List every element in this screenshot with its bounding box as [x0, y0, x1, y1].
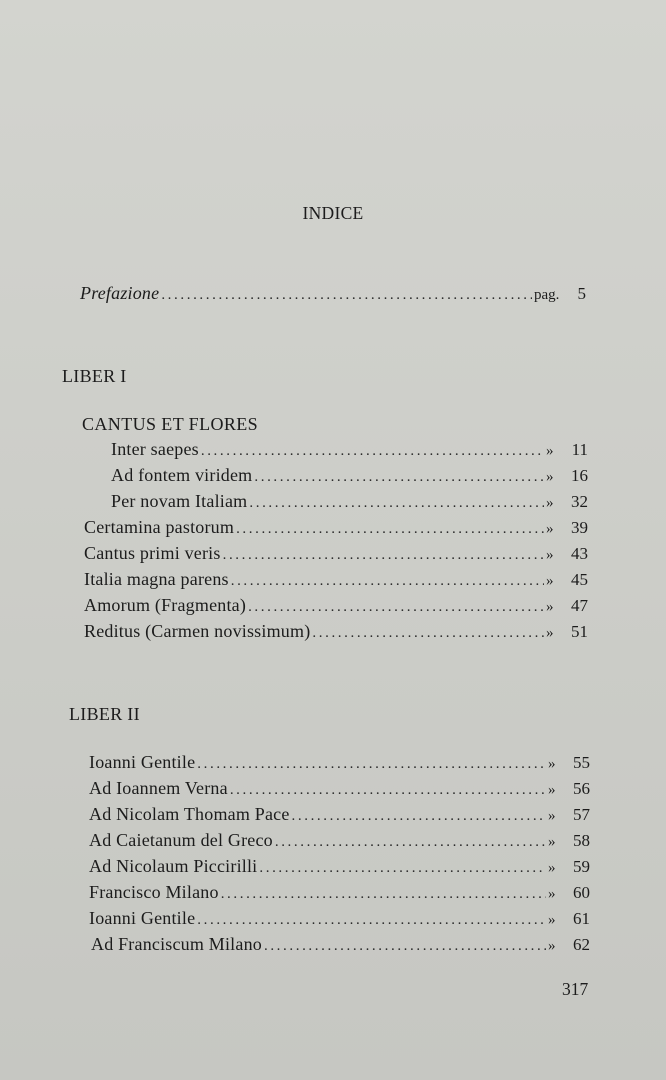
toc-entry	[111, 465, 588, 489]
ditto-mark: »	[546, 521, 554, 537]
page-number: 55	[573, 753, 590, 772]
section-heading-liber-1: LIBER I	[62, 366, 127, 386]
dot-leader	[223, 547, 544, 564]
dot-leader	[312, 625, 544, 642]
ditto-mark: »	[546, 443, 554, 459]
ditto-mark: »	[548, 756, 556, 772]
dot-leader	[231, 573, 544, 590]
page-number: 51	[571, 622, 588, 641]
page-number: 62	[573, 935, 590, 954]
page-number: 43	[571, 544, 588, 563]
dot-leader	[201, 443, 544, 460]
dot-leader	[236, 521, 544, 538]
toc-entry	[89, 856, 590, 880]
entry-title: Italia magna parens	[84, 569, 229, 589]
dot-leader	[230, 782, 546, 799]
entry-title: Inter saepes	[111, 439, 199, 459]
page-number: 16	[571, 466, 588, 485]
dot-leader	[197, 756, 546, 773]
entry-title: Cantus primi veris	[84, 543, 221, 563]
entry-title: Francisco Milano	[89, 882, 219, 902]
page-number: 45	[571, 570, 588, 589]
ditto-mark: »	[548, 834, 556, 850]
dot-leader	[249, 495, 544, 512]
entry-title: Ad Caietanum del Greco	[89, 830, 273, 850]
ditto-mark: »	[546, 495, 554, 511]
dot-leader	[264, 938, 546, 955]
page-number: 57	[573, 805, 590, 824]
ditto-mark: »	[546, 547, 554, 563]
ditto-mark: »	[548, 782, 556, 798]
ditto-mark: »	[548, 860, 556, 876]
ditto-mark: »	[546, 625, 554, 641]
entry-title: Ad Nicolaum Piccirilli	[89, 856, 258, 876]
dot-leader	[221, 886, 546, 903]
page-number: 39	[571, 518, 588, 537]
entry-title: Ad Nicolam Thomam Pace	[89, 804, 290, 824]
toc-entry	[89, 804, 590, 828]
page-number: 59	[573, 857, 590, 876]
page-abbrev: pag.	[534, 287, 560, 303]
page-number: 60	[573, 883, 590, 902]
ditto-mark: »	[546, 599, 554, 615]
page-number: 11	[571, 440, 588, 459]
toc-entry	[111, 491, 588, 515]
ditto-mark: »	[548, 938, 556, 954]
ditto-mark: »	[546, 469, 554, 485]
toc-entry	[91, 934, 590, 958]
dot-leader	[275, 834, 546, 851]
dot-leader	[259, 860, 546, 877]
toc-entry	[84, 569, 588, 593]
page-number: 32	[571, 492, 588, 511]
dot-leader	[161, 287, 532, 304]
entry-title: Ioanni Gentile	[89, 752, 196, 772]
page-number: 58	[573, 831, 590, 850]
toc-entry	[84, 517, 588, 541]
toc-entry	[89, 882, 590, 906]
page-folio-number: 317	[562, 979, 589, 999]
toc-entry	[89, 778, 590, 802]
ditto-mark: »	[548, 808, 556, 824]
entry-title: Certamina pastorum	[84, 517, 235, 537]
dot-leader	[254, 469, 544, 486]
dot-leader	[248, 599, 544, 616]
ditto-mark: »	[548, 886, 556, 902]
entry-title: Ad fontem viridem	[111, 465, 253, 485]
dot-leader	[292, 808, 546, 825]
page-title: INDICE	[302, 203, 364, 223]
subsection-heading: CANTUS ET FLORES	[82, 414, 259, 434]
toc-entry	[111, 439, 588, 463]
page-number: 5	[577, 284, 586, 303]
entry-title: Per novam Italiam	[111, 491, 248, 511]
toc-entry	[89, 908, 590, 932]
page-number: 61	[573, 909, 590, 928]
toc-entry	[84, 621, 588, 645]
entry-title: Ad Ioannem Verna	[89, 778, 228, 798]
entry-title: Ioanni Gentile	[89, 908, 196, 928]
toc-entry	[84, 543, 588, 567]
toc-entry	[89, 830, 590, 854]
entry-title: Reditus (Carmen novissimum)	[84, 621, 311, 641]
ditto-mark: »	[548, 912, 556, 928]
page-number: 56	[573, 779, 590, 798]
ditto-mark: »	[546, 573, 554, 589]
entry-title: Prefazione	[80, 283, 160, 303]
section-heading-liber-2: LIBER II	[69, 704, 140, 724]
page-number: 47	[571, 596, 588, 615]
toc-entry	[89, 752, 590, 776]
toc-entry-preface	[80, 283, 586, 307]
toc-entry	[84, 595, 588, 619]
entry-title: Amorum (Fragmenta)	[84, 595, 247, 615]
entry-title: Ad Franciscum Milano	[91, 934, 262, 954]
dot-leader	[197, 912, 546, 929]
